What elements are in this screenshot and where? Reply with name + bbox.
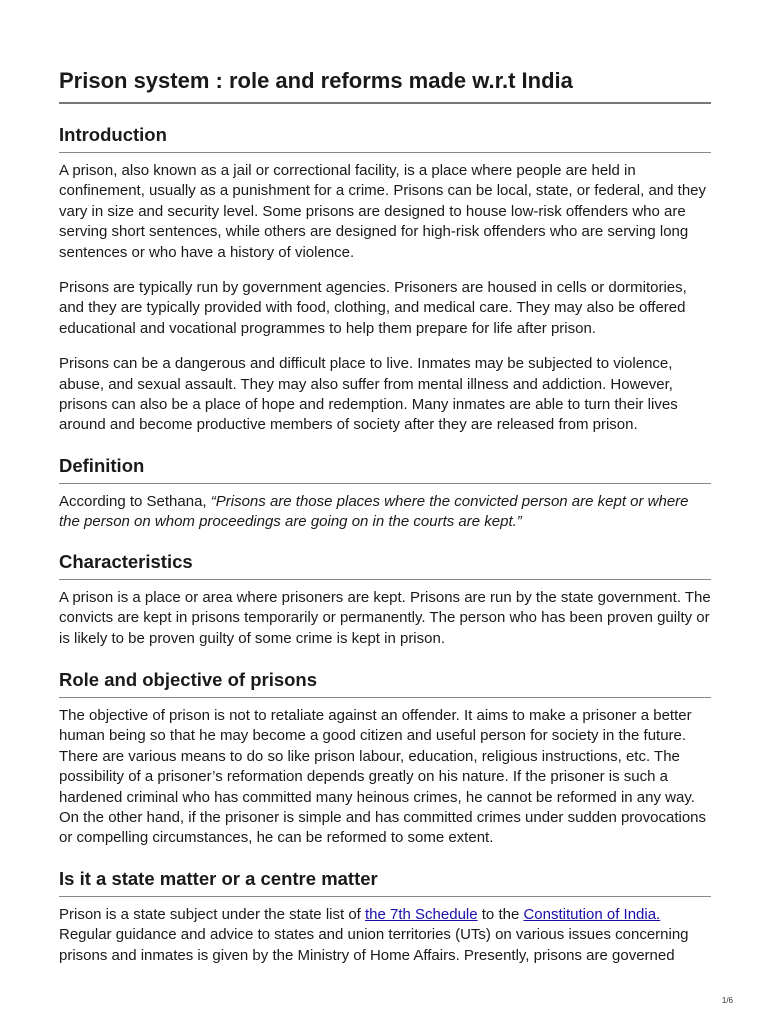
definition-lead: According to Sethana, [59,493,211,510]
page-title: Prison system : role and reforms made w.r.t India [59,68,711,104]
section-state-or-centre [59,867,711,966]
paragraph: Prisons can be a dangerous and difficult place to live. Inmates may be subjected to violence, abuse, and sexual assault. They may also suffer from mental illness and addiction. However, prisons can also be a place of hope and redemption. Many inmates are able to turn their lives around and become productive members of society after they are released from prison. [59,355,678,434]
paragraph: Prisons are typically run by government agencies. Prisoners are housed in cells or dormitories, and they are typically provided with food, clothing, and medical care. They may also be offered educational and vocational programmes to help them prepare for life after prison. [59,279,687,337]
section-characteristics [59,550,711,649]
section-heading: Is it a state matter or a centre matter [59,867,711,897]
section-definition [59,454,711,533]
page-number: 1/6 [721,996,733,1005]
definition-quote: “Prisons are those places where the convicted person are kept or where the person on whom proceedings are going on in the courts are kept.” [59,493,689,531]
paragraph [59,905,711,966]
text-run: Prison is a state subject under the state list of [59,906,365,923]
link-7th-schedule[interactable]: the 7th Schedule [365,906,478,923]
section-heading: Role and objective of prisons [59,668,711,698]
paragraph: A prison, also known as a jail or correctional facility, is a place where people are held in confinement, usually as a punishment for a crime. Prisons can be local, state, or federal, and they vary in size and security level. Some prisons are designed to house low-risk offenders who are serving short sentences, while others are designed for high-risk offenders who are serving long sentences or who have a history of violence. [59,162,707,261]
link-constitution-of-india[interactable]: Constitution of India. [523,906,661,923]
section-heading: Introduction [59,123,711,153]
text-run: to the [477,906,524,923]
section-introduction [59,123,711,436]
text-run: Regular guidance and advice to states and union territories (UTs) on various issues concerning prisons and inmates is given by the Ministry of Home Affairs. Presently, prisons are governed [59,926,689,964]
paragraph: A prison is a place or area where prisoners are kept. Prisons are run by the state government. The convicts are kept in prisons temporarily or permanently. The person who has been proven guilty or is likely to be proven guilty of some crime is kept in prison. [59,589,711,647]
paragraph [59,492,711,533]
section-heading: Characteristics [59,550,711,580]
paragraph: The objective of prison is not to retaliate against an offender. It aims to make a prisoner a better human being so that he may become a good citizen and useful person for society in the future. There are various means to do so like prison labour, education, religious instructions, etc. The possibility of a prisoner’s reformation depends greatly on his nature. If the prisoner is such a hardened criminal who has committed many heinous crimes, he cannot be reformed in any way. On the other hand, if the prisoner is simple and has committed crimes under sudden provocations or compelling circumstances, he can be reformed to some extent. [59,707,707,847]
section-heading: Definition [59,454,711,484]
section-role-objective [59,668,711,849]
